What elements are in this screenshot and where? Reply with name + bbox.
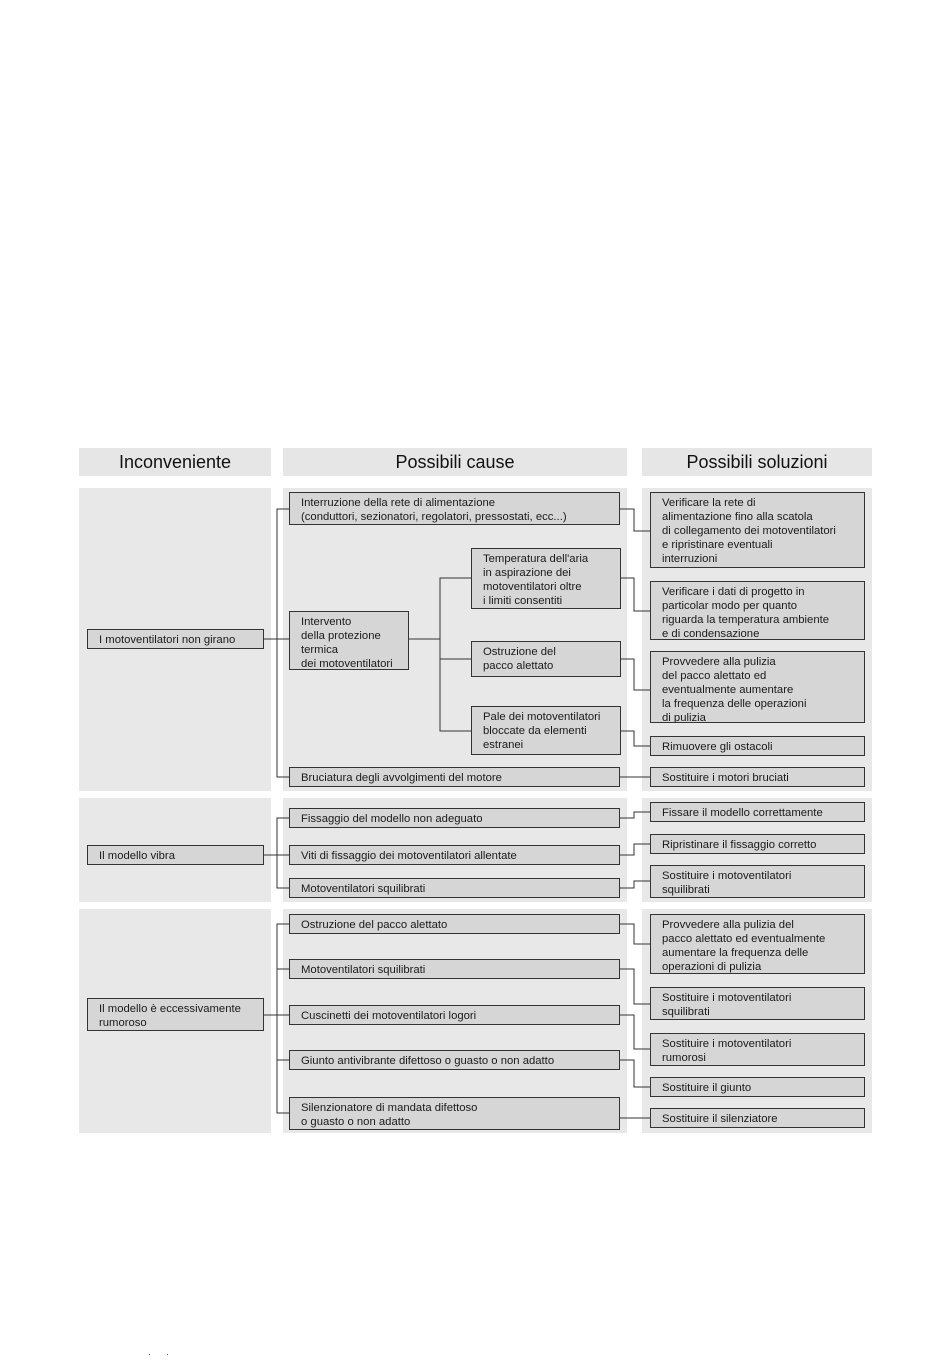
header-solutions: Possibili soluzioni — [642, 448, 872, 476]
s1-cause-blades: Pale dei motoventilatori bloccate da elementi estranei — [471, 706, 621, 755]
header-causes: Possibili cause — [283, 448, 627, 476]
s3-sol-unbalanced — [620, 969, 650, 1004]
s1-cause-air-temp: Temperatura dell'aria in aspirazione dei motoventilatori oltre i limiti consentiti — [471, 548, 621, 609]
s2-sol-screws: Ripristinare il fissaggio corretto — [650, 834, 865, 854]
s3-sol-unbalanced: Sostituire i motoventilatori squilibrati — [650, 987, 865, 1020]
s1-cause-bracket — [277, 509, 289, 777]
s2-cause-screws: Viti di fissaggio dei motoventilatori allentate — [289, 845, 620, 865]
s2-problem-box: Il modello vibra — [87, 845, 264, 865]
s3-cause-joint: Giunto antivibrante difettoso o guasto o non adatto — [289, 1050, 620, 1070]
s1-problem-box: I motoventilatori non girano — [87, 629, 264, 649]
s3-cause-bearings: Cuscinetti dei motoventilatori logori — [289, 1005, 620, 1025]
footer-marks: · · — [148, 1349, 169, 1359]
s2-sol-fixing — [620, 812, 650, 818]
s1-sol-power — [620, 509, 650, 531]
s2-sol-unbalanced — [620, 881, 650, 888]
s1-cause-fins: Ostruzione del pacco alettato — [471, 641, 621, 677]
s1-sol-windings: Sostituire i motori bruciati — [650, 767, 865, 787]
s2-sol-unbalanced: Sostituire i motoventilatori squilibrati — [650, 865, 865, 898]
s3-sol-joint: Sostituire il giunto — [650, 1077, 865, 1097]
s1-sol-power: Verificare la rete di alimentazione fino alla scatola di collegamento dei motoventilatori e ripristinare eventuali interruzioni — [650, 492, 865, 568]
s3-sol-fins — [620, 924, 650, 944]
s1-cause-power: Interruzione della rete di alimentazione (conduttori, sezionatori, regolatori, pressostati, ecc...) — [289, 492, 620, 525]
s3-cause-bracket — [277, 924, 289, 1113]
s1-sol-blades: Rimuovere gli ostacoli — [650, 736, 865, 756]
s2-sol-fixing: Fissare il modello correttamente — [650, 802, 865, 822]
s2-sol-screws — [620, 844, 650, 855]
s3-cause-fins: Ostruzione del pacco alettato — [289, 914, 620, 934]
s1-sol-blades — [620, 731, 650, 746]
s1-subcause-bracket — [440, 578, 471, 731]
s1-sol-air-temp: Verificare i dati di progetto in particolar modo per quanto riguarda la temperatura ambiente e di condensazione — [650, 581, 865, 640]
header-problem: Inconveniente — [79, 448, 271, 476]
s1-cause-thermal: Intervento della protezione termica dei motoventilatori — [289, 611, 409, 670]
s3-cause-unbalanced: Motoventilatori squilibrati — [289, 959, 620, 979]
s2-cause-unbalanced: Motoventilatori squilibrati — [289, 878, 620, 898]
s3-sol-bearings: Sostituire i motoventilatori rumorosi — [650, 1033, 865, 1066]
s3-sol-silencer: Sostituire il silenziatore — [650, 1108, 865, 1128]
s2-cause-bracket — [277, 818, 289, 888]
s1-sol-fins — [620, 659, 650, 690]
s1-sol-fins: Provvedere alla pulizia del pacco alettato ed eventualmente aumentare la frequenza delle operazioni di pulizia — [650, 651, 865, 723]
s2-cause-fixing: Fissaggio del modello non adeguato — [289, 808, 620, 828]
s3-sol-joint — [620, 1060, 650, 1087]
s3-cause-silencer: Silenzionatore di mandata difettoso o guasto o non adatto — [289, 1097, 620, 1130]
s1-cause-windings: Bruciatura degli avvolgimenti del motore — [289, 767, 620, 787]
s3-sol-bearings — [620, 1015, 650, 1049]
s3-sol-fins: Provvedere alla pulizia del pacco alettato ed eventualmente aumentare la frequenza delle operazioni di pulizia — [650, 914, 865, 974]
s1-sol-airtemp — [620, 578, 650, 611]
s3-problem-box: Il modello è eccessivamente rumoroso — [87, 998, 264, 1031]
